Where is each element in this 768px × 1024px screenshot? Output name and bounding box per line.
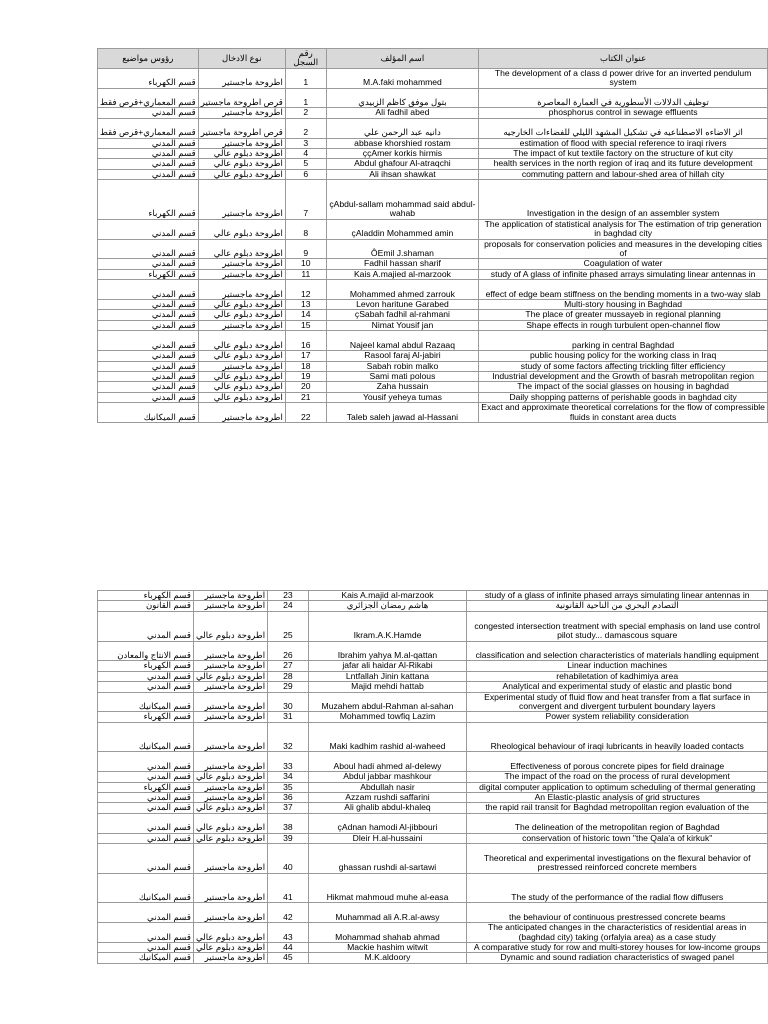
header-type: نوع الادخال: [198, 49, 285, 69]
author-cell: Sami mati polous: [326, 371, 479, 381]
subject-cell: قسم الميكانيك: [98, 873, 194, 903]
record-number-cell: 36: [268, 793, 308, 803]
author-cell: Ali fadhil abed: [326, 108, 479, 118]
table-row: [98, 682, 768, 692]
author-cell: Fadhil hassan sharif: [326, 259, 479, 269]
entry-type-cell: اطروحة دبلوم عالي: [198, 169, 285, 179]
record-number-cell: 3: [285, 138, 326, 148]
entry-type-cell: اطروحة دبلوم عالي: [198, 382, 285, 392]
author-cell: Dleir H.al-hussaini: [308, 833, 467, 843]
table-row: [98, 661, 768, 671]
author-cell: Hikmat mahmoud muhe al-easa: [308, 873, 467, 903]
table-row: [98, 392, 768, 402]
entry-type-cell: اطروحة دبلوم عالي: [198, 351, 285, 361]
title-cell: An Elastic-plastic analysis of grid structures: [467, 793, 768, 803]
entry-type-cell: اطروحة ماجستير: [198, 269, 285, 279]
subject-cell: قسم المدني: [98, 138, 199, 148]
record-number-cell: 22: [285, 403, 326, 423]
table-row: [98, 712, 768, 722]
subject-cell: قسم المدني: [98, 671, 194, 681]
author-cell: Abdul jabbar mashkour: [308, 772, 467, 782]
table-row: [98, 108, 768, 118]
author-cell: Lntfallah Jinin kattana: [308, 671, 467, 681]
title-cell: Coagulation of water: [479, 259, 768, 269]
title-cell: The place of greater mussayeb in regional planning: [479, 310, 768, 320]
record-number-cell: 42: [268, 903, 308, 923]
table-row: [98, 239, 768, 259]
subject-cell: قسم المدني: [98, 219, 199, 239]
author-cell: Nimat Yousif jan: [326, 320, 479, 330]
author-cell: Abdul ghafour Al-atraqchi: [326, 159, 479, 169]
author-cell: Zaha hussain: [326, 382, 479, 392]
table-row: [98, 310, 768, 320]
table-row: [98, 611, 768, 641]
record-number-cell: 27: [268, 661, 308, 671]
table-row: [98, 601, 768, 611]
record-number-cell: 25: [268, 611, 308, 641]
entry-type-cell: اطروحة ماجستير: [193, 793, 267, 803]
subject-cell: قسم المدني: [98, 943, 194, 953]
title-cell: The anticipated changes in the characteristics of residential areas in (baghdad city) taking (orfalyia area) as a case study: [467, 923, 768, 943]
entry-type-cell: اطروحة ماجستير: [198, 180, 285, 220]
header-title: عنوان الكتاب: [479, 49, 768, 69]
title-cell: Power system reliability consideration: [467, 712, 768, 722]
title-cell: estimation of flood with special reference to iraqi rivers: [479, 138, 768, 148]
record-number-cell: 1: [285, 88, 326, 108]
table-row: [98, 793, 768, 803]
author-cell: M.K.aldoory: [308, 953, 467, 963]
entry-type-cell: اطروحة دبلوم عالي: [198, 219, 285, 239]
header-record-number: رقم السجل: [285, 49, 326, 69]
table-row: [98, 159, 768, 169]
record-number-cell: 2: [285, 118, 326, 138]
title-cell: study of some factors affecting trickling filter efficiency: [479, 361, 768, 371]
record-number-cell: 6: [285, 169, 326, 179]
author-cell: Najeel kamal abdul Razaaq: [326, 331, 479, 351]
table-row: [98, 772, 768, 782]
title-cell: Linear induction machines: [467, 661, 768, 671]
table-row: [98, 320, 768, 330]
table-row: [98, 118, 768, 138]
record-number-cell: 16: [285, 331, 326, 351]
record-number-cell: 23: [268, 591, 308, 601]
title-cell: التصادم البحري من الناحية القانونية: [467, 601, 768, 611]
subject-cell: قسم المدني: [98, 169, 199, 179]
entry-type-cell: اطروحة ماجستير: [193, 712, 267, 722]
author-cell: دانيه عبد الرحمن علي: [326, 118, 479, 138]
title-cell: phosphorus control in sewage effluents: [479, 108, 768, 118]
title-cell: Daily shopping patterns of perishable goods in baghdad city: [479, 392, 768, 402]
table-row: [98, 180, 768, 220]
subject-cell: قسم المدني: [98, 259, 199, 269]
record-number-cell: 40: [268, 844, 308, 874]
author-cell: Majid mehdi hattab: [308, 682, 467, 692]
subject-cell: قسم الكهرباء: [98, 269, 199, 279]
subject-cell: قسم المدني: [98, 752, 194, 772]
record-number-cell: 39: [268, 833, 308, 843]
entry-type-cell: اطروحة دبلوم عالي: [193, 611, 267, 641]
table-row: [98, 844, 768, 874]
record-number-cell: 17: [285, 351, 326, 361]
entry-type-cell: اطروحة ماجستير: [193, 873, 267, 903]
author-cell: Ikram.A.K.Hamde: [308, 611, 467, 641]
record-number-cell: 35: [268, 782, 308, 792]
record-number-cell: 14: [285, 310, 326, 320]
entry-type-cell: اطروحة دبلوم عالي: [198, 310, 285, 320]
title-cell: rehabiletation of kadhimiya area: [467, 671, 768, 681]
title-cell: classification and selection characteristics of materials handling equipment: [467, 641, 768, 661]
title-cell: A comparative study for row and multi-storey houses for low-income groups: [467, 943, 768, 953]
table-row: [98, 88, 768, 108]
records-table-1: [97, 48, 768, 423]
subject-cell: قسم المدني: [98, 844, 194, 874]
title-cell: اثر الاضاءه الاصطناعيه في تشكيل المشهد الليلي للفضاءات الخارجيه: [479, 118, 768, 138]
entry-type-cell: اطروحة دبلوم عالي: [193, 813, 267, 833]
title-cell: The development of a class d power drive for an inverted pendulum system: [479, 68, 768, 88]
subject-cell: قسم المدني: [98, 682, 194, 692]
subject-cell: قسم المدني: [98, 611, 194, 641]
table-row: [98, 331, 768, 351]
subject-cell: قسم المدني: [98, 310, 199, 320]
author-cell: abbase khorshied rostam: [326, 138, 479, 148]
table-row: [98, 813, 768, 833]
title-cell: commuting pattern and labour-shed area of hillah city: [479, 169, 768, 179]
author-cell: çAladdin Mohammed amin: [326, 219, 479, 239]
title-cell: Effectiveness of porous concrete pipes for field drainage: [467, 752, 768, 772]
title-cell: parking in central Baghdad: [479, 331, 768, 351]
entry-type-cell: اطروحة دبلوم عالي: [198, 392, 285, 402]
table-row: [98, 641, 768, 661]
title-cell: health services in the north region of iraq and its future development: [479, 159, 768, 169]
table-row: [98, 382, 768, 392]
record-number-cell: 30: [268, 692, 308, 712]
table-row: [98, 149, 768, 159]
title-cell: study of a glass of infinite phased arrays simulating linear antennas in: [467, 591, 768, 601]
subject-cell: قسم المدني: [98, 149, 199, 159]
subject-cell: قسم المدني: [98, 300, 199, 310]
subject-cell: قسم المدني: [98, 351, 199, 361]
title-cell: study of A glass of infinite phased arrays simulating linear antennas in: [479, 269, 768, 279]
entry-type-cell: قرص اطروحة ماجستير: [198, 88, 285, 108]
record-number-cell: 44: [268, 943, 308, 953]
entry-type-cell: اطروحة دبلوم عالي: [198, 300, 285, 310]
author-cell: هاشم رمضان الجزائري: [308, 601, 467, 611]
author-cell: Ali ghalib abdul-khaleq: [308, 803, 467, 813]
title-cell: effect of edge beam stiffness on the bending moments in a two-way slab: [479, 280, 768, 300]
entry-type-cell: اطروحة ماجستير: [198, 259, 285, 269]
subject-cell: قسم المدني: [98, 361, 199, 371]
title-cell: the behaviour of continuous prestressed concrete beams: [467, 903, 768, 923]
record-number-cell: 12: [285, 280, 326, 300]
table-row: [98, 953, 768, 963]
entry-type-cell: اطروحة ماجستير: [198, 361, 285, 371]
table-row: [98, 591, 768, 601]
table-row: [98, 68, 768, 88]
entry-type-cell: اطروحة ماجستير: [193, 844, 267, 874]
author-cell: Kais A.majied al-marzook: [326, 269, 479, 279]
table-row: [98, 371, 768, 381]
title-cell: The application of statistical analysis for The estimation of trip generation in baghdad city: [479, 219, 768, 239]
entry-type-cell: اطروحة ماجستير: [198, 68, 285, 88]
subject-cell: قسم المدني: [98, 331, 199, 351]
author-cell: Mohammed towfiq Lazim: [308, 712, 467, 722]
table-row: [98, 361, 768, 371]
title-cell: The delineation of the metropolitan region of Baghdad: [467, 813, 768, 833]
entry-type-cell: اطروحة ماجستير: [193, 722, 267, 752]
title-cell: congested intersection treatment with special emphasis on land use control pilot study... damascous square: [467, 611, 768, 641]
table-row: [98, 752, 768, 772]
author-cell: ççAmer korkis hirmis: [326, 149, 479, 159]
header-subject: رؤوس مواضيع: [98, 49, 199, 69]
subject-cell: قسم المدني: [98, 793, 194, 803]
record-number-cell: 11: [285, 269, 326, 279]
record-number-cell: 15: [285, 320, 326, 330]
entry-type-cell: اطروحة ماجستير: [193, 682, 267, 692]
subject-cell: قسم القانون: [98, 601, 194, 611]
author-cell: çAbdul-sallam mohammad said abdul-wahab: [326, 180, 479, 220]
header-row: [98, 49, 768, 69]
entry-type-cell: اطروحة دبلوم عالي: [193, 772, 267, 782]
author-cell: Taleb saleh jawad al-Hassani: [326, 403, 479, 423]
author-cell: Aboul hadi ahmed al-delewy: [308, 752, 467, 772]
subject-cell: قسم المعماري+قرص فقط: [98, 88, 199, 108]
subject-cell: قسم الميكانيك: [98, 692, 194, 712]
record-number-cell: 10: [285, 259, 326, 269]
table-row: [98, 803, 768, 813]
table-row: [98, 219, 768, 239]
author-cell: Maki kadhim rashid al-waheed: [308, 722, 467, 752]
subject-cell: قسم المدني: [98, 371, 199, 381]
subject-cell: قسم الميكانيك: [98, 403, 199, 423]
subject-cell: قسم المدني: [98, 108, 199, 118]
entry-type-cell: اطروحة ماجستير: [193, 692, 267, 712]
title-cell: Industrial development and the Growth of basrah metropolitan region: [479, 371, 768, 381]
entry-type-cell: اطروحة ماجستير: [193, 782, 267, 792]
title-cell: The impact of the road on the process of rural development: [467, 772, 768, 782]
title-cell: The impact of kut textile factory on the structure of kut city: [479, 149, 768, 159]
subject-cell: قسم المدني: [98, 903, 194, 923]
record-number-cell: 19: [285, 371, 326, 381]
table-row: [98, 351, 768, 361]
record-number-cell: 2: [285, 108, 326, 118]
subject-cell: قسم الميكانيك: [98, 722, 194, 752]
author-cell: Sabah robin malko: [326, 361, 479, 371]
table-row: [98, 280, 768, 300]
author-cell: Ali ihsan shawkat: [326, 169, 479, 179]
subject-cell: قسم المدني: [98, 803, 194, 813]
table-row: [98, 300, 768, 310]
header-author: اسم المؤلف: [326, 49, 479, 69]
title-cell: Analytical and experimental study of elastic and plastic bond: [467, 682, 768, 692]
entry-type-cell: اطروحة ماجستير: [198, 280, 285, 300]
record-number-cell: 24: [268, 601, 308, 611]
record-number-cell: 1: [285, 68, 326, 88]
title-cell: digital computer application to optimum scheduling of thermal generating: [467, 782, 768, 792]
title-cell: Experimental study of fluid flow and heat transfer from a flat surface in convergent and divergent turbulent boundary layers: [467, 692, 768, 712]
subject-cell: قسم المدني: [98, 280, 199, 300]
author-cell: Muzahem abdul-Rahman al-sahan: [308, 692, 467, 712]
table-row: [98, 269, 768, 279]
title-cell: Shape effects in rough turbulent open-channel flow: [479, 320, 768, 330]
record-number-cell: 21: [285, 392, 326, 402]
table-row: [98, 692, 768, 712]
subject-cell: قسم المدني: [98, 772, 194, 782]
title-cell: Exact and approximate theoretical correlations for the flow of compressible fluids in constant area ducts: [479, 403, 768, 423]
record-number-cell: 20: [285, 382, 326, 392]
record-number-cell: 41: [268, 873, 308, 903]
record-number-cell: 26: [268, 641, 308, 661]
title-cell: The impact of the social glasses on housing in baghdad: [479, 382, 768, 392]
entry-type-cell: اطروحة ماجستير: [193, 591, 267, 601]
subject-cell: قسم المدني: [98, 813, 194, 833]
entry-type-cell: اطروحة ماجستير: [198, 108, 285, 118]
title-cell: The study of the performance of the radial flow diffusers: [467, 873, 768, 903]
record-number-cell: 8: [285, 219, 326, 239]
entry-type-cell: اطروحة دبلوم عالي: [198, 371, 285, 381]
author-cell: çAdnan hamodi Al-jibbouri: [308, 813, 467, 833]
table-row: [98, 169, 768, 179]
subject-cell: قسم الكهرباء: [98, 591, 194, 601]
subject-cell: قسم المدني: [98, 320, 199, 330]
entry-type-cell: اطروحة ماجستير: [193, 903, 267, 923]
subject-cell: قسم الكهرباء: [98, 68, 199, 88]
subject-cell: قسم المدني: [98, 392, 199, 402]
author-cell: Abdullah nasir: [308, 782, 467, 792]
subject-cell: قسم الكهرباء: [98, 661, 194, 671]
title-cell: proposals for conservation policies and measures in the developing cities of: [479, 239, 768, 259]
entry-type-cell: قرص اطروحة ماجستير: [198, 118, 285, 138]
entry-type-cell: اطروحة دبلوم عالي: [198, 239, 285, 259]
record-number-cell: 31: [268, 712, 308, 722]
author-cell: ÔEmil J.shaman: [326, 239, 479, 259]
entry-type-cell: اطروحة دبلوم عالي: [198, 159, 285, 169]
table-row: [98, 943, 768, 953]
entry-type-cell: اطروحة ماجستير: [193, 661, 267, 671]
table-row: [98, 671, 768, 681]
subject-cell: قسم المدني: [98, 382, 199, 392]
record-number-cell: 37: [268, 803, 308, 813]
title-cell: Theoretical and experimental investigations on the flexural behavior of prestressed reinforced concrete members: [467, 844, 768, 874]
author-cell: çSabah fadhil al-rahmani: [326, 310, 479, 320]
record-number-cell: 32: [268, 722, 308, 752]
title-cell: the rapid rail transit for Baghdad metropolitan region evaluation of the: [467, 803, 768, 813]
title-cell: Dynamic and sound radiation characteristics of swaged panel: [467, 953, 768, 963]
title-cell: Rheological behaviour of iraqi lubricants in heavily loaded contacts: [467, 722, 768, 752]
author-cell: jafar ali haidar Al-Rikabi: [308, 661, 467, 671]
record-number-cell: 43: [268, 923, 308, 943]
record-number-cell: 29: [268, 682, 308, 692]
author-cell: Levon haritune Garabed: [326, 300, 479, 310]
entry-type-cell: اطروحة دبلوم عالي: [193, 943, 267, 953]
subject-cell: قسم المدني: [98, 239, 199, 259]
record-number-cell: 28: [268, 671, 308, 681]
table-row: [98, 833, 768, 843]
entry-type-cell: اطروحة ماجستير: [198, 138, 285, 148]
entry-type-cell: اطروحة دبلوم عالي: [193, 833, 267, 843]
records-table-2: [97, 590, 768, 964]
author-cell: بتول موفق كاظم الزبيدي: [326, 88, 479, 108]
table-row: [98, 923, 768, 943]
record-number-cell: 4: [285, 149, 326, 159]
entry-type-cell: اطروحة دبلوم عالي: [193, 671, 267, 681]
subject-cell: قسم الكهرباء: [98, 782, 194, 792]
subject-cell: قسم الميكانيك: [98, 953, 194, 963]
author-cell: Rasool faraj Al-jabiri: [326, 351, 479, 361]
record-number-cell: 9: [285, 239, 326, 259]
author-cell: Mohammad shahab ahmad: [308, 923, 467, 943]
table-row: [98, 403, 768, 423]
title-cell: public housing policy for the working class in Iraq: [479, 351, 768, 361]
title-cell: conservation of historic town "the Qala'a of kirkuk": [467, 833, 768, 843]
author-cell: Azzam rushdi saffarini: [308, 793, 467, 803]
record-number-cell: 45: [268, 953, 308, 963]
table-row: [98, 259, 768, 269]
table-row: [98, 722, 768, 752]
entry-type-cell: اطروحة ماجستير: [193, 641, 267, 661]
author-cell: Mackie hashim witwit: [308, 943, 467, 953]
entry-type-cell: اطروحة ماجستير: [198, 403, 285, 423]
subject-cell: قسم الانتاج والمعادن: [98, 641, 194, 661]
author-cell: Muhammad ali A.R.al-awsy: [308, 903, 467, 923]
table-row: [98, 138, 768, 148]
record-number-cell: 34: [268, 772, 308, 782]
subject-cell: قسم المدني: [98, 159, 199, 169]
record-number-cell: 33: [268, 752, 308, 772]
subject-cell: قسم المعماري+قرص فقط: [98, 118, 199, 138]
entry-type-cell: اطروحة ماجستير: [198, 320, 285, 330]
table-row: [98, 873, 768, 903]
record-number-cell: 18: [285, 361, 326, 371]
entry-type-cell: اطروحة ماجستير: [193, 752, 267, 772]
title-cell: Investigation in the design of an assembler system: [479, 180, 768, 220]
subject-cell: قسم الكهرباء: [98, 712, 194, 722]
entry-type-cell: اطروحة ماجستير: [193, 601, 267, 611]
table-row: [98, 782, 768, 792]
record-number-cell: 38: [268, 813, 308, 833]
subject-cell: قسم المدني: [98, 923, 194, 943]
title-cell: توظيف الدلالات الأسطورية في العمارة المعاصرة: [479, 88, 768, 108]
record-number-cell: 13: [285, 300, 326, 310]
author-cell: M.A.faki mohammed: [326, 68, 479, 88]
record-number-cell: 5: [285, 159, 326, 169]
author-cell: Mohammed ahmed zarrouk: [326, 280, 479, 300]
entry-type-cell: اطروحة ماجستير: [193, 953, 267, 963]
author-cell: Ibrahim yahya M.al-qattan: [308, 641, 467, 661]
author-cell: Kais A.majid al-marzook: [308, 591, 467, 601]
entry-type-cell: اطروحة دبلوم عالي: [193, 803, 267, 813]
entry-type-cell: اطروحة دبلوم عالي: [198, 149, 285, 159]
table-row: [98, 903, 768, 923]
subject-cell: قسم المدني: [98, 833, 194, 843]
record-number-cell: 7: [285, 180, 326, 220]
entry-type-cell: اطروحة دبلوم عالي: [193, 923, 267, 943]
title-cell: Multi-story housing in Baghdad: [479, 300, 768, 310]
entry-type-cell: اطروحة دبلوم عالي: [198, 331, 285, 351]
author-cell: ghassan rushdi al-sartawi: [308, 844, 467, 874]
subject-cell: قسم الكهرباء: [98, 180, 199, 220]
author-cell: Yousif yeheya tumas: [326, 392, 479, 402]
